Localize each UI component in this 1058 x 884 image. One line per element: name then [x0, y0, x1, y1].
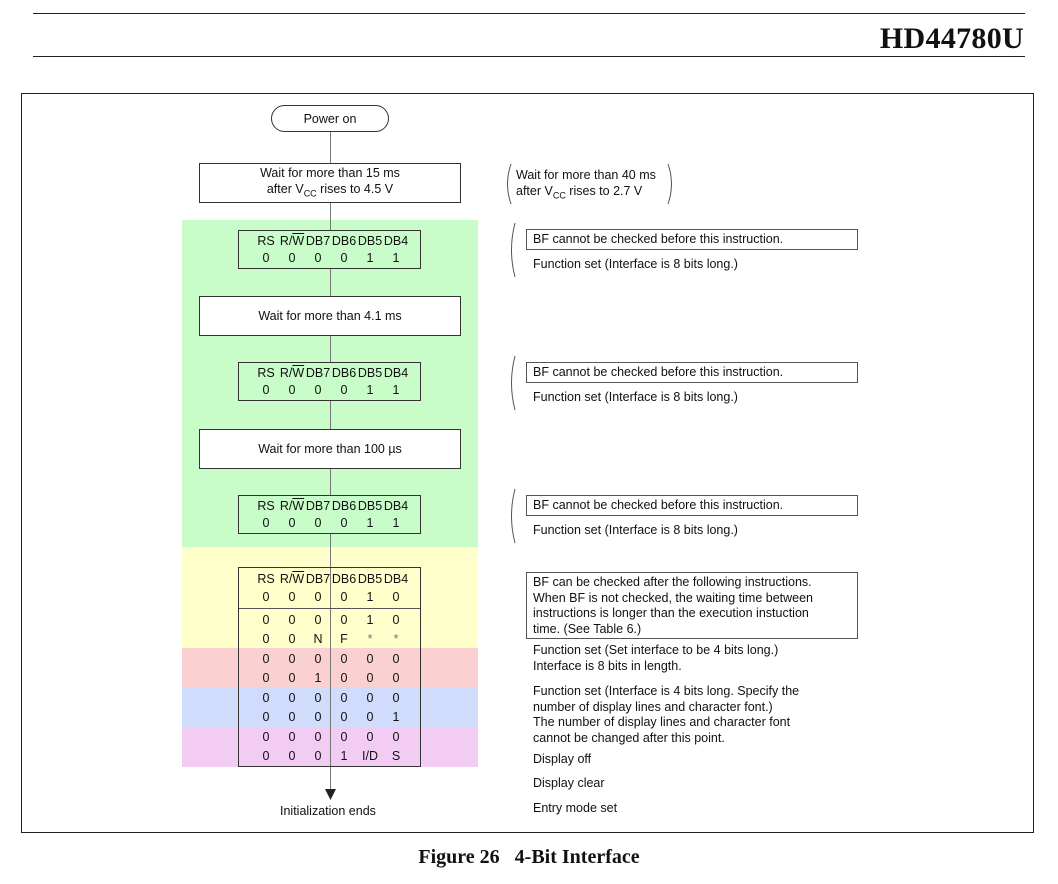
sequence-row-6: 0 0 0 0 0 0 [262, 691, 400, 705]
function-set-8bit-note-1: Function set (Interface is 8 bits long.) [533, 257, 738, 271]
sequence-row-8: 0 0 0 0 0 0 [262, 730, 400, 744]
register-header-row: RS $R/\overline{W}$ DB7 DB6 DB5 DB4 [257, 366, 409, 380]
note-bracket-icon [507, 222, 517, 278]
function-set-box-1 [238, 230, 421, 269]
sequence-row-3: 0 0 N F * * [262, 632, 399, 646]
figure-frame [21, 93, 1034, 833]
bf-cannot-note-2: BF cannot be checked before this instruction. [526, 362, 858, 383]
wait-4ms-box: Wait for more than 4.1 ms [199, 296, 461, 336]
wait-100us-box: Wait for more than 100 µs [199, 429, 461, 469]
display-off-note: Display off [533, 752, 592, 766]
wait-15ms-box [199, 163, 461, 203]
sequence-row-7: 0 0 0 0 0 1 [262, 710, 400, 724]
entry-mode-note: Entry mode set [533, 801, 618, 815]
note-bracket-icon [507, 355, 517, 411]
function-set-4bit-note: Function set (Interface is 4 bits long. Specify the number of display lines and character font.) The number of display lines and character font cannot be changed after this point. [533, 684, 800, 745]
initialization-ends-label: Initialization ends [280, 804, 376, 818]
header-bottom-rule [33, 56, 1025, 57]
document-title: HD44780U [879, 22, 1024, 55]
function-set-4bit-switch-note: Function set (Set interface to be 4 bits long.) Interface is 8 bits in length. [533, 643, 779, 673]
function-set-box-2 [238, 362, 421, 401]
power-on-label: Power on [303, 111, 357, 126]
sequence-row-9: 0 0 0 1 I/D S [262, 749, 401, 763]
sequence-row-1: 0 0 0 0 1 0 [262, 590, 400, 604]
register-value-row: 0 0 0 0 1 1 [262, 516, 400, 530]
figure-caption: Figure 26 4-Bit Interface [418, 846, 640, 868]
header-top-rule [33, 13, 1025, 14]
instruction-sequence-box [238, 567, 421, 767]
register-value-row: 0 0 0 0 1 1 [262, 383, 400, 397]
register-header-row: RS $R/\overline{W}$ DB7 DB6 DB5 DB4 [257, 572, 409, 586]
right-paren-icon [666, 163, 676, 205]
register-header-row: RS $R/\overline{W}$ DB7 DB6 DB5 DB4 [257, 499, 409, 513]
bf-cannot-note-3: BF cannot be checked before this instruction. [526, 495, 858, 516]
bf-cannot-note-1: BF cannot be checked before this instruction. [526, 229, 858, 250]
register-value-row: 0 0 0 0 1 1 [262, 251, 400, 265]
sequence-row-2: 0 0 0 0 1 0 [262, 613, 400, 627]
sequence-row-5: 0 0 1 0 0 0 [262, 671, 400, 685]
sequence-row-4: 0 0 0 0 0 0 [262, 652, 400, 666]
register-header-row: RS $R/\overline{W}$ DB7 DB6 DB5 DB4 [257, 234, 409, 248]
display-clear-note: Display clear [533, 776, 605, 790]
end-arrow-icon [324, 789, 337, 801]
wait-40ms-note: Wait for more than 40 ms after $V_{CC}$ rises to 2.7 V [516, 168, 656, 200]
function-set-8bit-note-2: Function set (Interface is 8 bits long.) [533, 390, 738, 404]
bf-can-note: BF can be checked after the following instructions. When BF is not checked, the waiting time between instructions is longer than the execution instuction time. (See Table 6.) [526, 572, 858, 639]
sequence-separator [239, 608, 420, 609]
wait-15ms-line2: after $V_{CC}$ rises to 4.5 V [266, 181, 394, 199]
function-set-box-3 [238, 495, 421, 534]
left-paren-icon [503, 163, 513, 205]
power-on-terminal [271, 105, 389, 132]
note-bracket-icon [507, 488, 517, 544]
wait-15ms-line1: Wait for more than 15 ms [260, 165, 400, 180]
function-set-8bit-note-3: Function set (Interface is 8 bits long.) [533, 523, 738, 537]
